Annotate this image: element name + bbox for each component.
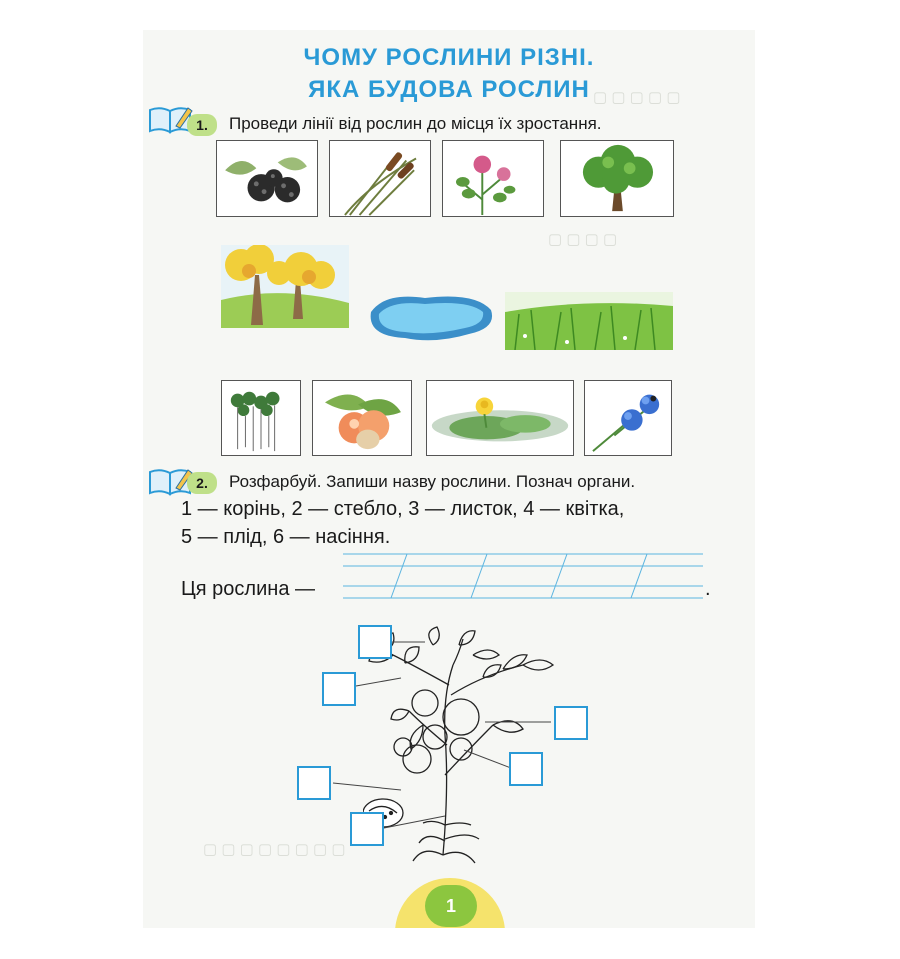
cattail-image (329, 140, 431, 217)
task-number-badge: 1. (187, 114, 217, 136)
task-number-badge: 2. (187, 472, 217, 494)
organ-legend-line1: 1 — корінь, 2 — стебло, 3 — листок, 4 — квітка, (181, 498, 625, 520)
meadow-habitat-image (505, 292, 673, 350)
organ-label-box[interactable] (358, 625, 392, 659)
tree-image (560, 140, 674, 217)
show-through-text: ▢ ▢ ▢ ▢ ▢ ▢ ▢ ▢ (203, 841, 346, 858)
show-through-text: ▢ ▢ ▢ ▢ (548, 231, 618, 248)
cornflower-image (584, 380, 672, 456)
task1-instruction: Проведи лінії від рослин до місця їх зростання. (229, 114, 602, 133)
answer-period: . (705, 578, 711, 600)
organ-legend-line2: 5 — плід, 6 — насіння. (181, 526, 391, 548)
duckweed-image (221, 380, 301, 456)
answer-label: Ця рослина — (181, 578, 315, 600)
blackberry-image (216, 140, 318, 217)
page-title-line2: ЯКА БУДОВА РОСЛИН (308, 76, 590, 103)
organ-label-box[interactable] (297, 766, 331, 800)
forest-habitat-image (221, 245, 349, 328)
clover-image (442, 140, 544, 217)
page-number: 1 (425, 885, 477, 927)
show-through-text: ▢ ▢ ▢ ▢ ▢ (593, 89, 681, 106)
hazelnut-image (312, 380, 412, 456)
organ-label-box[interactable] (554, 706, 588, 740)
tomato-plant-drawing (363, 625, 583, 865)
workbook-page (143, 30, 755, 928)
task2-instruction: Розфарбуй. Запиши назву рослини. Познач органи. (229, 472, 636, 491)
organ-label-box[interactable] (322, 672, 356, 706)
water-lily-image (426, 380, 574, 456)
pond-habitat-image (365, 290, 497, 342)
answer-writing-field[interactable] (343, 552, 703, 600)
organ-label-box[interactable] (350, 812, 384, 846)
organ-label-box[interactable] (509, 752, 543, 786)
page-title-line1: ЧОМУ РОСЛИНИ РІЗНІ. (303, 44, 595, 71)
